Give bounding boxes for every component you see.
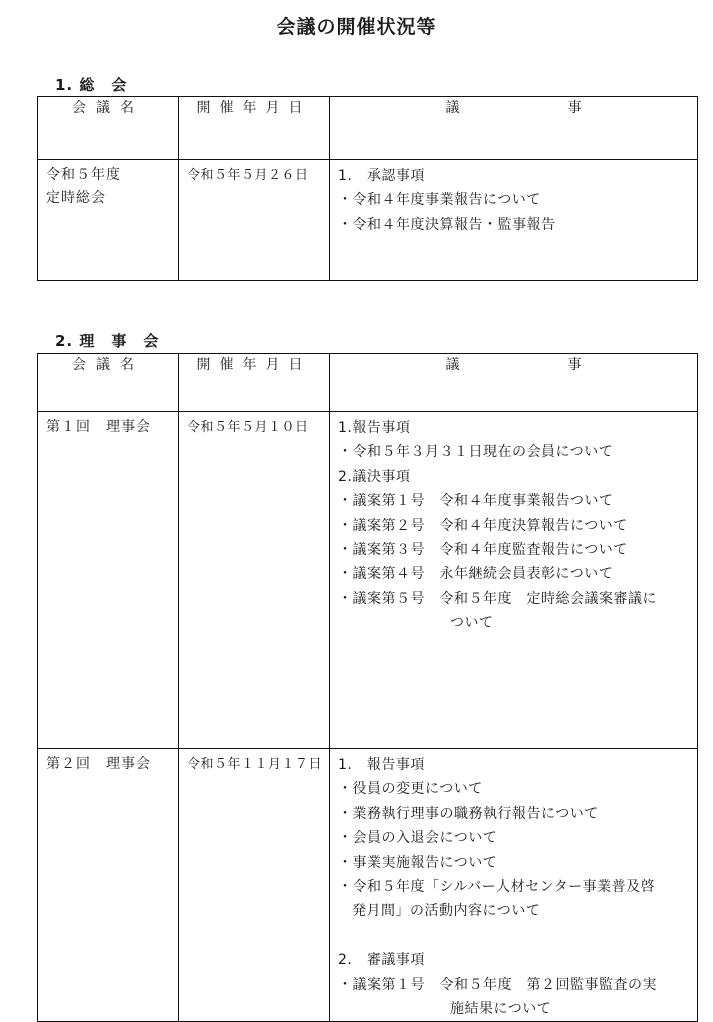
agenda-line: ・事業実施報告について	[338, 854, 498, 871]
agenda-blank-line	[338, 924, 697, 948]
column-header-agenda	[330, 97, 698, 160]
table-header-row	[38, 97, 698, 160]
column-header-agenda-b: 事	[567, 100, 582, 116]
agenda-line: ・令和５年３月３１日現在の会員について	[338, 444, 614, 461]
agenda-line: ・議案第４号 永年継続会員表彰について	[338, 566, 614, 583]
agenda-line-continued: 施結果について	[450, 1001, 552, 1018]
agenda-line: ・令和４年度決算報告・監事報告	[338, 216, 556, 233]
board-meeting-table	[37, 353, 698, 1022]
column-header-meeting-name: 会議名	[38, 354, 179, 412]
agenda-cell	[330, 749, 698, 1022]
table-row	[38, 160, 698, 281]
meeting-name-cell	[38, 749, 179, 1022]
meeting-date-cell: 令和５年１１月１７日	[179, 749, 330, 1022]
column-header-agenda-a: 議	[445, 100, 460, 116]
meeting-date-cell: 令和５年５月２６日	[179, 160, 330, 281]
meeting-name-cell	[38, 160, 179, 281]
agenda-line: ・議案第３号 令和４年度監査報告について	[338, 542, 628, 559]
meeting-name-line: 第１回 理事会	[46, 419, 151, 435]
agenda-line: 1. 報告事項	[338, 757, 425, 773]
table-header-row	[38, 354, 698, 412]
column-header-date: 開催年月日	[179, 354, 330, 412]
agenda-line: ・議案第１号 令和４年度事業報告ついて	[338, 493, 614, 510]
column-header-date: 開催年月日	[179, 97, 330, 160]
section-heading-general-meeting: 1. 総 会	[55, 76, 128, 94]
agenda-line: ・役員の変更について	[338, 781, 483, 798]
agenda-line: 1.報告事項	[338, 420, 411, 436]
meeting-name-line: 令和５年度	[46, 167, 121, 183]
meeting-name-cell	[38, 412, 179, 749]
page-title: 会議の開催状況等	[276, 16, 437, 38]
agenda-line: ・令和４年度事業報告について	[338, 192, 541, 209]
section-heading-board-meeting: 2. 理 事 会	[55, 332, 160, 350]
agenda-line-continued: ついて	[450, 615, 494, 632]
agenda-line-continued: 発月間」の活動内容について	[352, 903, 541, 920]
meeting-date-cell: 令和５年５月１０日	[179, 412, 330, 749]
agenda-line: 2.議決事項	[338, 468, 411, 485]
agenda-cell	[330, 412, 698, 749]
agenda-line: ・令和５年度「シルバー人材センター事業普及啓	[338, 879, 656, 896]
column-header-agenda-a: 議	[445, 357, 460, 373]
agenda-cell	[330, 160, 698, 281]
agenda-line: 2. 審議事項	[338, 952, 425, 969]
general-meeting-table	[37, 96, 698, 281]
table-row	[38, 412, 698, 749]
agenda-line: ・会員の入退会について	[338, 830, 498, 847]
table-row	[38, 749, 698, 1022]
agenda-line: ・議案第２号 令和４年度決算報告について	[338, 517, 628, 534]
agenda-line: 1. 承認事項	[338, 168, 425, 184]
meeting-name-line: 定時総会	[46, 190, 106, 206]
meeting-name-line: 第２回 理事会	[46, 756, 151, 772]
column-header-agenda-b: 事	[567, 357, 582, 373]
agenda-line: ・業務執行理事の職務執行報告について	[338, 805, 599, 822]
column-header-meeting-name: 会議名	[38, 97, 179, 160]
column-header-agenda	[330, 354, 698, 412]
agenda-line: ・議案第１号 令和５年度 第２回監事監査の実	[338, 976, 657, 993]
agenda-line: ・議案第５号 令和５年度 定時総会議案審議に	[338, 590, 657, 607]
